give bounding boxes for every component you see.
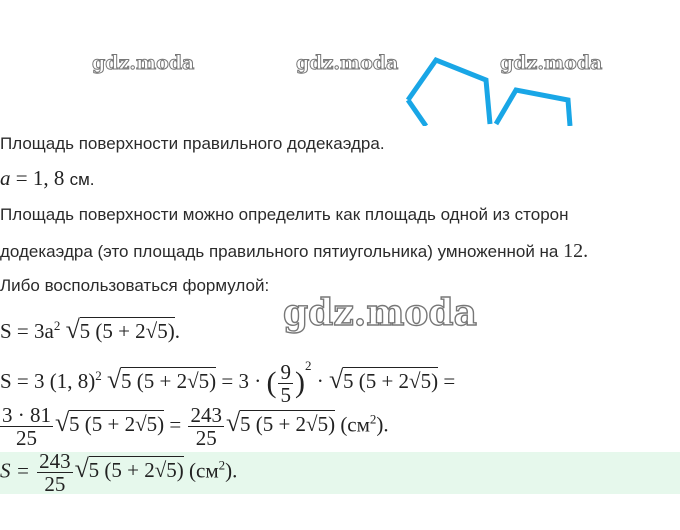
unit: (см: [340, 412, 370, 437]
exponent: 2: [218, 457, 226, 473]
radicand: 5 (5 + 2√5): [69, 412, 165, 437]
var-a: a: [0, 166, 11, 190]
dot: ·: [316, 369, 324, 393]
radical: [55, 412, 164, 437]
radicand: 5 (5 + 2√5): [342, 369, 439, 393]
value: = 1, 8: [15, 166, 65, 190]
radical: [66, 319, 175, 344]
text-line: Либо воспользоваться формулой:: [0, 276, 270, 295]
paren-right: ): [294, 366, 305, 400]
paren-left: (: [266, 366, 277, 400]
numerator: 3 · 81: [2, 403, 51, 427]
equals: = 3 ·: [221, 369, 262, 393]
watermark: gdz.moda: [296, 52, 399, 74]
unit: (см: [189, 458, 219, 483]
number: 12.: [563, 240, 589, 262]
fraction: [278, 361, 293, 406]
watermark-large: gdz.moda: [283, 292, 477, 334]
radicand: 5 (5 + 2√5): [239, 412, 336, 437]
exponent: 2: [53, 318, 61, 333]
punct: .: [174, 319, 180, 343]
radicand: 5 (5 + 2√5): [121, 369, 217, 393]
exponent: 2: [95, 368, 102, 383]
radical: [226, 412, 335, 437]
radicand: 5 (5 + 2√5): [79, 319, 175, 343]
unit: см.: [69, 170, 95, 189]
formula-lhs: S = 3a: [0, 319, 54, 343]
answer-formula: [0, 450, 237, 495]
text-line: [0, 240, 588, 263]
text-part: додекаэдра (это площадь правильного пятиугольника) умноженной на: [0, 242, 564, 261]
denominator: 25: [195, 426, 217, 450]
denominator: 25: [16, 426, 37, 450]
exponent: 2: [369, 411, 377, 427]
numerator: 9: [280, 359, 291, 384]
fraction: [188, 404, 224, 449]
unit-end: ).: [225, 458, 238, 483]
equals: =: [169, 412, 182, 437]
radicand: 5 (5 + 2√5): [88, 458, 184, 483]
fraction: [0, 404, 53, 449]
formula-1: [0, 318, 180, 344]
watermark: gdz.moda: [92, 52, 195, 74]
side-length: [0, 166, 95, 191]
radical: [107, 369, 216, 394]
denominator: 5: [280, 382, 291, 407]
formula-lhs: S = 3 (1, 8): [0, 369, 96, 393]
formula-2: [0, 358, 455, 406]
numerator: 243: [39, 449, 71, 473]
numerator: 243: [190, 403, 222, 427]
equals: =: [443, 369, 456, 393]
answer-lhs: S =: [0, 458, 30, 483]
unit-end: ).: [376, 412, 389, 437]
radical: [75, 458, 184, 483]
watermark: gdz.moda: [500, 52, 603, 74]
fraction: [37, 450, 73, 495]
denominator: 25: [44, 472, 66, 496]
radical: [329, 369, 438, 394]
dodecahedron-figure: [400, 56, 580, 126]
text-line: Площадь поверхности правильного додекаэдра.: [0, 134, 385, 153]
text-line: Площадь поверхности можно определить как площадь одной из сторон: [0, 205, 569, 224]
formula-3: [0, 404, 389, 449]
exponent: 2: [304, 358, 312, 373]
